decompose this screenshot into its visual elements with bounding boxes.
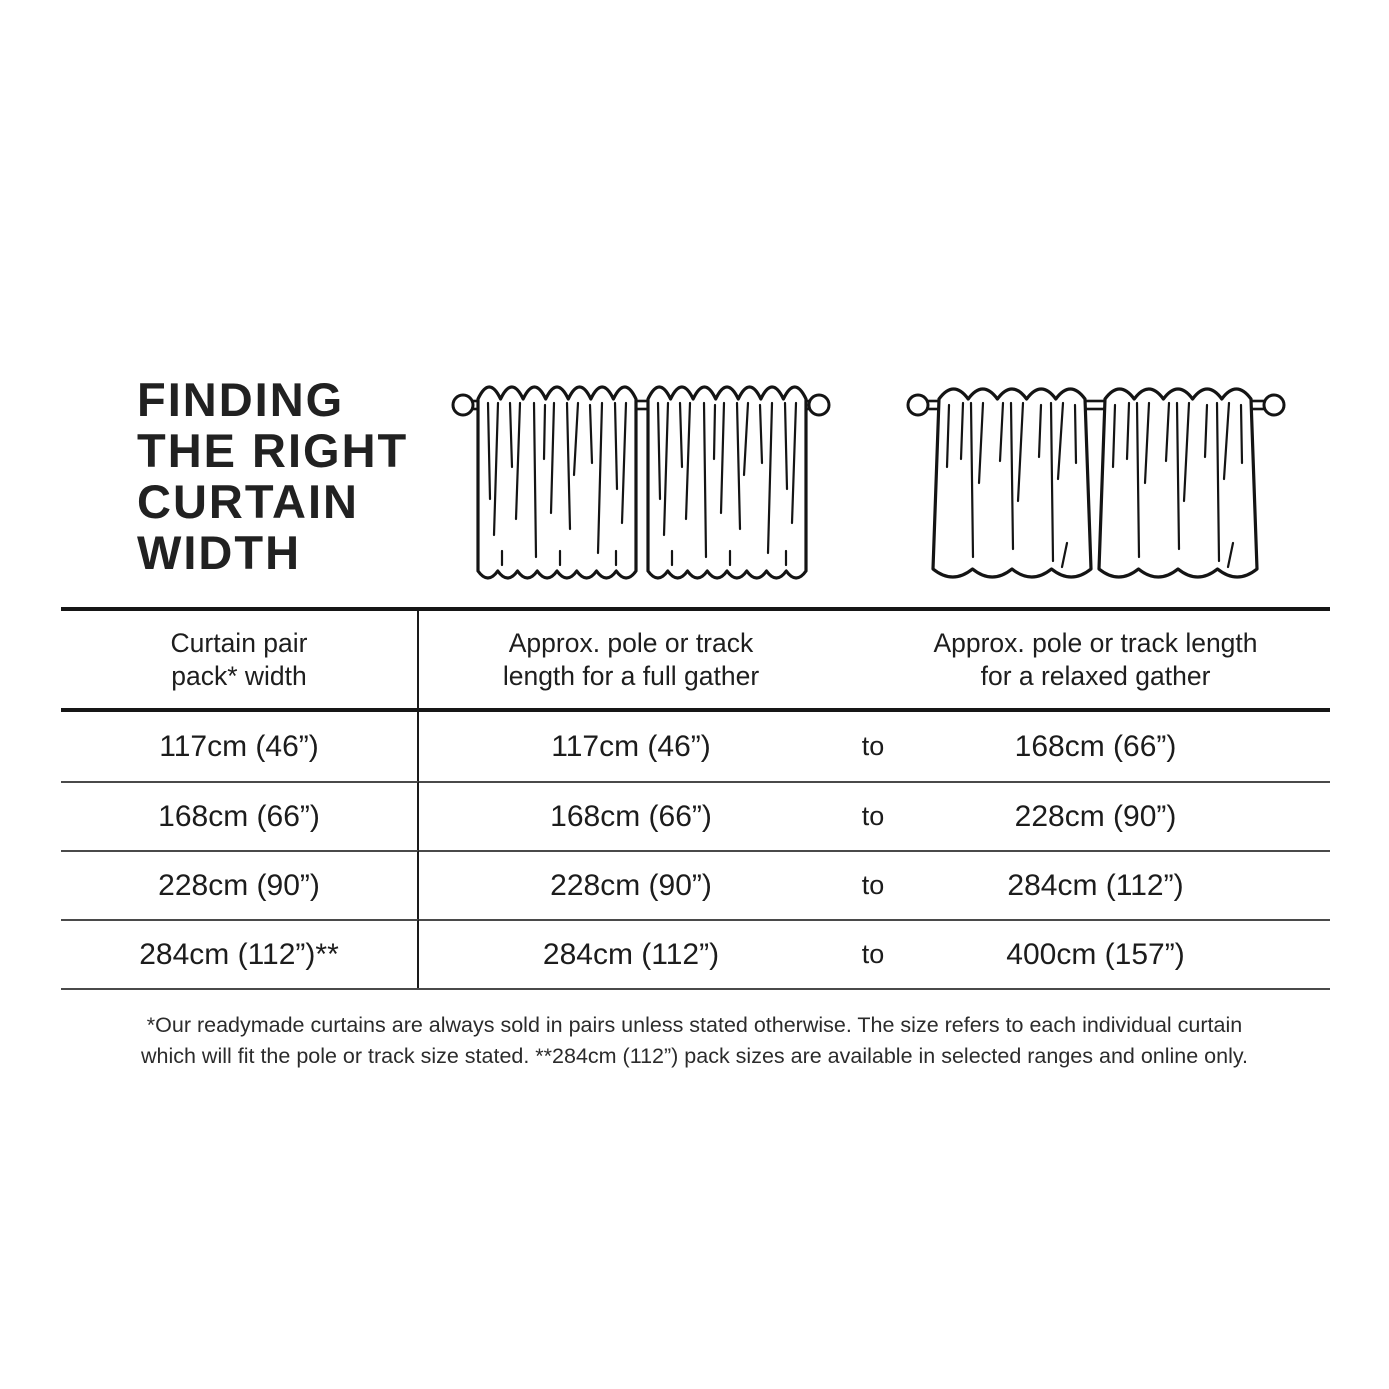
table-cell-to: to	[861, 731, 885, 761]
table-cell-pack-width: 284cm (112”)**	[61, 919, 419, 988]
page-title-line: CURTAIN	[137, 475, 359, 528]
table-cell-full-gather: 284cm (112”)	[419, 919, 843, 988]
table-cell-full-gather: 228cm (90”)	[419, 850, 843, 919]
table-header-relaxed-gather: Approx. pole or track length for a relaxed gather	[903, 611, 1330, 712]
pole-finial	[1264, 395, 1284, 415]
page-title-line: THE RIGHT	[137, 424, 409, 477]
table-cell-to: to	[843, 781, 903, 850]
table-cell-relaxed-gather: 228cm (90”)	[903, 781, 1330, 850]
curtain-size-table	[61, 607, 1330, 990]
table-cell-to: to	[843, 919, 903, 988]
pole-finial	[453, 395, 473, 415]
table-cell-pack-width: 117cm (46”)	[61, 712, 419, 781]
table-cell-full-gather: 168cm (66”)	[419, 781, 843, 850]
page-title-line: WIDTH	[137, 526, 302, 579]
table-header-pack-width: Curtain pair pack* width	[61, 611, 419, 712]
table-cell-relaxed-gather: 168cm (66”)	[1014, 729, 1177, 763]
table-cell-relaxed-gather: 400cm (157”)	[903, 919, 1330, 988]
footnote	[0, 1010, 1389, 1072]
footnote-line: which will fit the pole or track size stated. **284cm (112”) pack sizes are available in selected ranges and online only.	[140, 1044, 1249, 1068]
pole-finial	[908, 395, 928, 415]
table-cell-pack-width: 168cm (66”)	[61, 781, 419, 850]
page-title-line: FINDING	[137, 373, 345, 426]
table-cell-pack-width: 228cm (90”)	[61, 850, 419, 919]
table-cell-full-gather: 117cm (46”)	[551, 729, 711, 763]
curtains-full-gather-icon	[450, 373, 832, 589]
table-header-spacer	[843, 611, 903, 712]
pole-finial	[809, 395, 829, 415]
curtain-panel	[478, 387, 636, 578]
table-cell-relaxed-gather: 284cm (112”)	[903, 850, 1330, 919]
table-header-full-gather: Approx. pole or track length for a full gather	[419, 611, 843, 712]
curtains-relaxed-gather-icon	[905, 373, 1287, 589]
curtain-panel	[933, 389, 1091, 577]
footnote-line: *Our readymade curtains are always sold in pairs unless stated otherwise. The size refers to each individual curtain	[146, 1013, 1243, 1037]
table-cell-to: to	[843, 850, 903, 919]
page-title	[137, 374, 408, 578]
